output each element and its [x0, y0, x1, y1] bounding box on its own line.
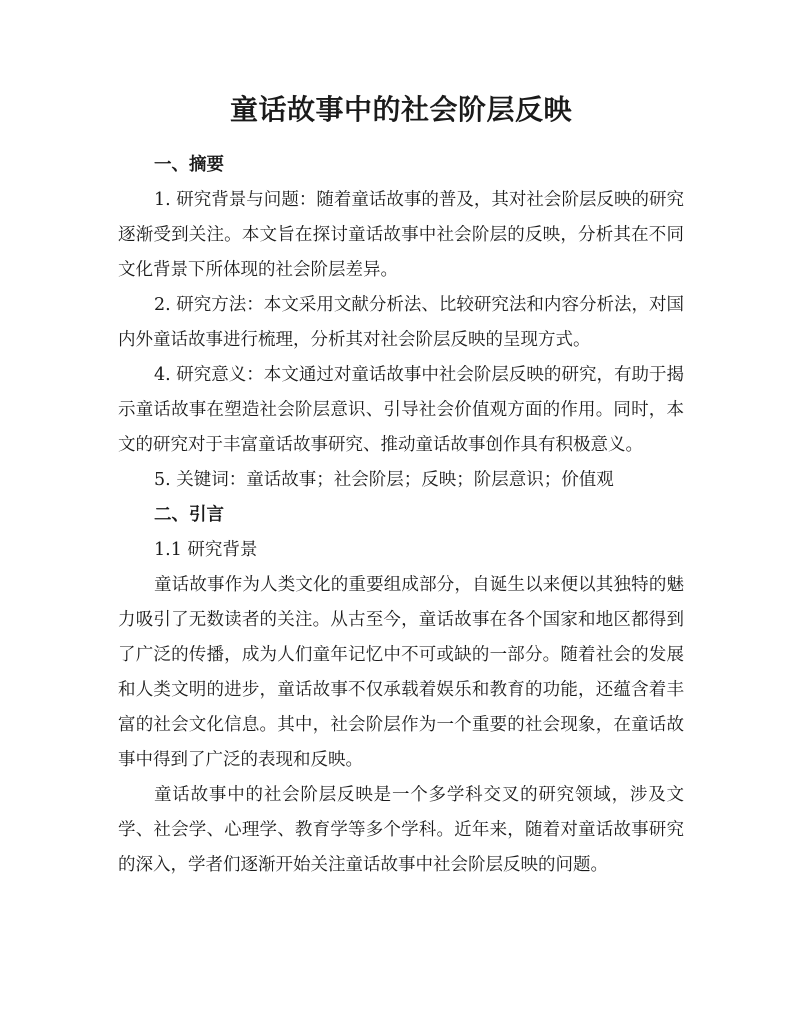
abstract-item-significance: 4. 研究意义：本文通过对童话故事中社会阶层反映的研究，有助于揭示童话故事在塑造社会阶层意识、引导社会价值观方面的作用。同时，本文的研究对于丰富童话故事研究、推动童话故事创作具有积极意义。 [118, 365, 684, 455]
intro-paragraph-2: 童话故事中的社会阶层反映是一个多学科交叉的研究领域，涉及文学、社会学、心理学、教育学等多个学科。近年来，随着对童话故事研究的深入，学者们逐渐开始关注童话故事中社会阶层反映的问题。 [118, 785, 684, 875]
abstract-heading: 一、摘要 [154, 155, 224, 175]
abstract-item-background: 1. 研究背景与问题：随着童话故事的普及，其对社会阶层反映的研究逐渐受到关注。本文旨在探讨童话故事中社会阶层的反映，分析其在不同文化背景下所体现的社会阶层差异。 [118, 190, 684, 280]
intro-subheading: 1.1 研究背景 [154, 540, 258, 560]
abstract-item-keywords: 5. 关键词：童话故事；社会阶层；反映；阶层意识；价值观 [154, 470, 614, 490]
document-title: 童话故事中的社会阶层反映 [229, 93, 572, 126]
document-page [118, 86, 684, 883]
intro-paragraph-1: 童话故事作为人类文化的重要组成部分，自诞生以来便以其独特的魅力吸引了无数读者的关注。从古至今，童话故事在各个国家和地区都得到了广泛的传播，成为人们童年记忆中不可或缺的一部分。随着社会的发展和人类文明的进步，童话故事不仅承载着娱乐和教育的功能，还蕴含着丰富的社会文化信息。其中，社会阶层作为一个重要的社会现象，在童话故事中得到了广泛的表现和反映。 [118, 575, 684, 770]
abstract-item-method: 2. 研究方法：本文采用文献分析法、比较研究法和内容分析法，对国内外童话故事进行梳理，分析其对社会阶层反映的呈现方式。 [118, 295, 684, 350]
intro-heading: 二、引言 [154, 505, 224, 525]
